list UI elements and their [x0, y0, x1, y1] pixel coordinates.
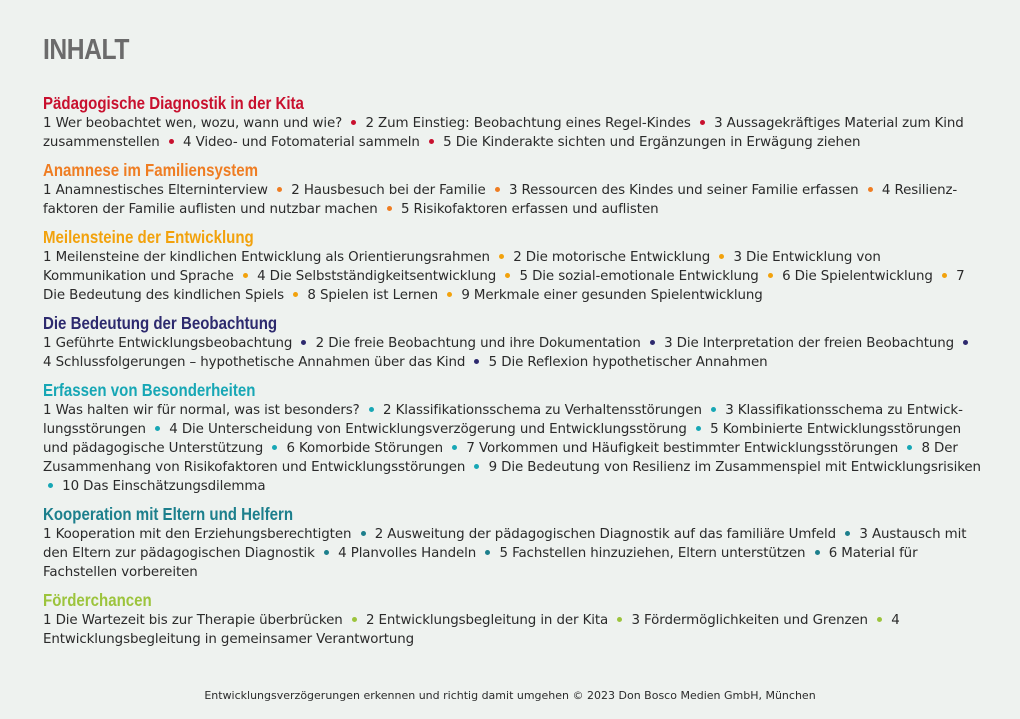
toc-section: [43, 159, 983, 219]
toc-section: [43, 503, 983, 582]
bullet-separator-icon: [711, 407, 716, 412]
bullet-separator-icon: [495, 187, 500, 192]
toc-item: 2 Ausweitung der pädagogischen Diagnostik auf das familiäre Umfeld: [374, 527, 837, 542]
toc-item: 2 Klassifikationsschema zu Verhaltensstörungen: [383, 403, 702, 418]
toc-item: 9 Die Bedeutung von Resilienz im Zusammenspiel mit Entwicklungsrisiken: [488, 460, 981, 475]
bullet-separator-icon: [696, 426, 701, 431]
bullet-separator-icon: [963, 340, 968, 345]
toc-item: 3 Klassifikationsschema zu Entwicklungsstörungen: [43, 403, 963, 437]
bullet-separator-icon: [505, 273, 510, 278]
toc-item: 7 Vorkommen und Häufigkeit bestimmter Entwicklungsstörungen: [466, 441, 899, 456]
section-list: [43, 92, 983, 649]
bullet-separator-icon: [650, 340, 655, 345]
toc-item: 5 Die sozial-emotionale Entwicklung: [519, 269, 759, 284]
toc-item: 1 Meilensteine der kindlichen Entwicklung als Orientierungsrahmen: [43, 250, 490, 265]
section-title: Meilensteine der Entwicklung: [43, 227, 254, 247]
bullet-separator-icon: [452, 445, 457, 450]
bullet-separator-icon: [617, 617, 622, 622]
toc-item: 4 Resilienzfaktoren der Familie auflisten und nutzbar machen: [43, 183, 958, 217]
toc-section: [43, 312, 983, 372]
bullet-separator-icon: [272, 445, 277, 450]
section-title: Förderchancen: [43, 590, 152, 610]
toc-item: 3 Ressourcen des Kindes und seiner Familie erfassen: [508, 183, 859, 198]
bullet-separator-icon: [474, 359, 479, 364]
toc-section: [43, 92, 983, 152]
section-items: [43, 334, 983, 372]
toc-item: 5 Die Kinderakte sichten und Ergänzungen in Erwägung ziehen: [443, 135, 861, 150]
bullet-separator-icon: [474, 464, 479, 469]
toc-item: 5 Kombinierte Entwicklungsstörungen und pädagogische Unterstützung: [43, 422, 961, 456]
toc-item: 2 Zum Einstieg: Beobachtung eines Regel-Kindes: [365, 116, 691, 131]
section-items: [43, 611, 983, 649]
section-items: [43, 248, 983, 305]
bullet-separator-icon: [387, 206, 392, 211]
section-title: Kooperation mit Eltern und Helfern: [43, 504, 294, 524]
toc-item: 2 Hausbesuch bei der Familie: [291, 183, 486, 198]
toc-item: 5 Die Reflexion hypothetischer Annahmen: [488, 355, 768, 370]
section-items: [43, 401, 983, 496]
bullet-separator-icon: [169, 139, 174, 144]
bullet-separator-icon: [768, 273, 773, 278]
bullet-separator-icon: [301, 340, 306, 345]
bullet-separator-icon: [447, 292, 452, 297]
bullet-separator-icon: [845, 531, 850, 536]
bullet-separator-icon: [877, 617, 882, 622]
toc-item: 3 Die Entwicklung von Kommunikation und Sprache: [43, 250, 881, 284]
section-items: [43, 114, 983, 152]
toc-item: 7 Die Bedeutung des kindlichen Spiels: [43, 269, 965, 303]
toc-item: 3 Die Interpretation der freien Beobachtung: [664, 336, 955, 351]
toc-item: 8 Der Zusammenhang von Risikofaktoren und Entwicklungsstörungen: [43, 441, 958, 475]
table-of-contents: [43, 30, 983, 656]
toc-item: 4 Video- und Fotomaterial sammeln: [183, 135, 420, 150]
toc-item: 9 Merkmale einer gesunden Spielentwicklung: [461, 288, 763, 303]
toc-section: [43, 589, 983, 649]
toc-item: 4 Planvolles Handeln: [338, 546, 477, 561]
toc-item: 4 Entwicklungsbegleitung in gemeinsamer Verantwortung: [43, 613, 900, 647]
toc-item: 3 Aussagekräftiges Material zum Kind zusammenstellen: [43, 116, 964, 150]
toc-item: 4 Die Unterscheidung von Entwicklungsverzögerung und Entwicklungsstörung: [169, 422, 687, 437]
toc-item: 1 Wer beobachtet wen, wozu, wann und wie?: [43, 116, 343, 131]
bullet-separator-icon: [243, 273, 248, 278]
section-title: Anamnese im Familiensystem: [43, 160, 258, 180]
toc-section: [43, 226, 983, 305]
toc-item: 3 Austausch mit den Eltern zur pädagogischen Diagnostik: [43, 527, 967, 561]
bullet-separator-icon: [361, 531, 366, 536]
toc-item: 1 Anamnestisches Elterninterview: [43, 183, 268, 198]
bullet-separator-icon: [277, 187, 282, 192]
bullet-separator-icon: [942, 273, 947, 278]
bullet-separator-icon: [155, 426, 160, 431]
toc-item: 1 Die Wartezeit bis zur Therapie überbrücken: [43, 613, 343, 628]
bullet-separator-icon: [907, 445, 912, 450]
bullet-separator-icon: [48, 483, 53, 488]
bullet-separator-icon: [429, 139, 434, 144]
toc-item: 1 Was halten wir für normal, was ist besonders?: [43, 403, 360, 418]
toc-item: 8 Spielen ist Lernen: [307, 288, 438, 303]
section-title: Pädagogische Diagnostik in der Kita: [43, 93, 304, 113]
footer-copyright: Entwicklungsverzögerungen erkennen und richtig damit umgehen © 2023 Don Bosco Medien GmbH, München: [204, 689, 816, 702]
section-title: Erfassen von Besonderheiten: [43, 380, 256, 400]
toc-item: 2 Die freie Beobachtung und ihre Dokumentation: [315, 336, 641, 351]
toc-item: 5 Fachstellen hinzuziehen, Eltern unterstützen: [499, 546, 806, 561]
bullet-separator-icon: [485, 550, 490, 555]
toc-item: 4 Die Selbstständigkeitsentwicklung: [257, 269, 497, 284]
toc-item: 2 Die motorische Entwicklung: [513, 250, 711, 265]
toc-item: 1 Geführte Entwicklungsbeobachtung: [43, 336, 293, 351]
toc-item: 2 Entwicklungsbegleitung in der Kita: [365, 613, 609, 628]
bullet-separator-icon: [815, 550, 820, 555]
bullet-separator-icon: [700, 120, 705, 125]
section-title: Die Bedeutung der Beobachtung: [43, 313, 278, 333]
bullet-separator-icon: [719, 254, 724, 259]
section-items: [43, 525, 983, 582]
bullet-separator-icon: [369, 407, 374, 412]
toc-item: 4 Schlussfolgerungen – hypothetische Annahmen über das Kind: [43, 355, 466, 370]
bullet-separator-icon: [293, 292, 298, 297]
toc-item: 6 Material für Fachstellen vorbereiten: [43, 546, 918, 580]
toc-section: [43, 379, 983, 496]
toc-item: 1 Kooperation mit den Erziehungsberechtigten: [43, 527, 352, 542]
bullet-separator-icon: [499, 254, 504, 259]
toc-item: 5 Risikofaktoren erfassen und auflisten: [400, 202, 659, 217]
toc-item: 10 Das Einschätzungsdilemma: [62, 479, 266, 494]
bullet-separator-icon: [351, 120, 356, 125]
toc-item: 6 Die Spielentwicklung: [782, 269, 933, 284]
page-title: INHALT: [43, 34, 129, 66]
section-items: [43, 181, 983, 219]
toc-item: 3 Fördermöglichkeiten und Grenzen: [631, 613, 868, 628]
bullet-separator-icon: [324, 550, 329, 555]
bullet-separator-icon: [352, 617, 357, 622]
toc-item: 6 Komorbide Störungen: [286, 441, 444, 456]
bullet-separator-icon: [868, 187, 873, 192]
